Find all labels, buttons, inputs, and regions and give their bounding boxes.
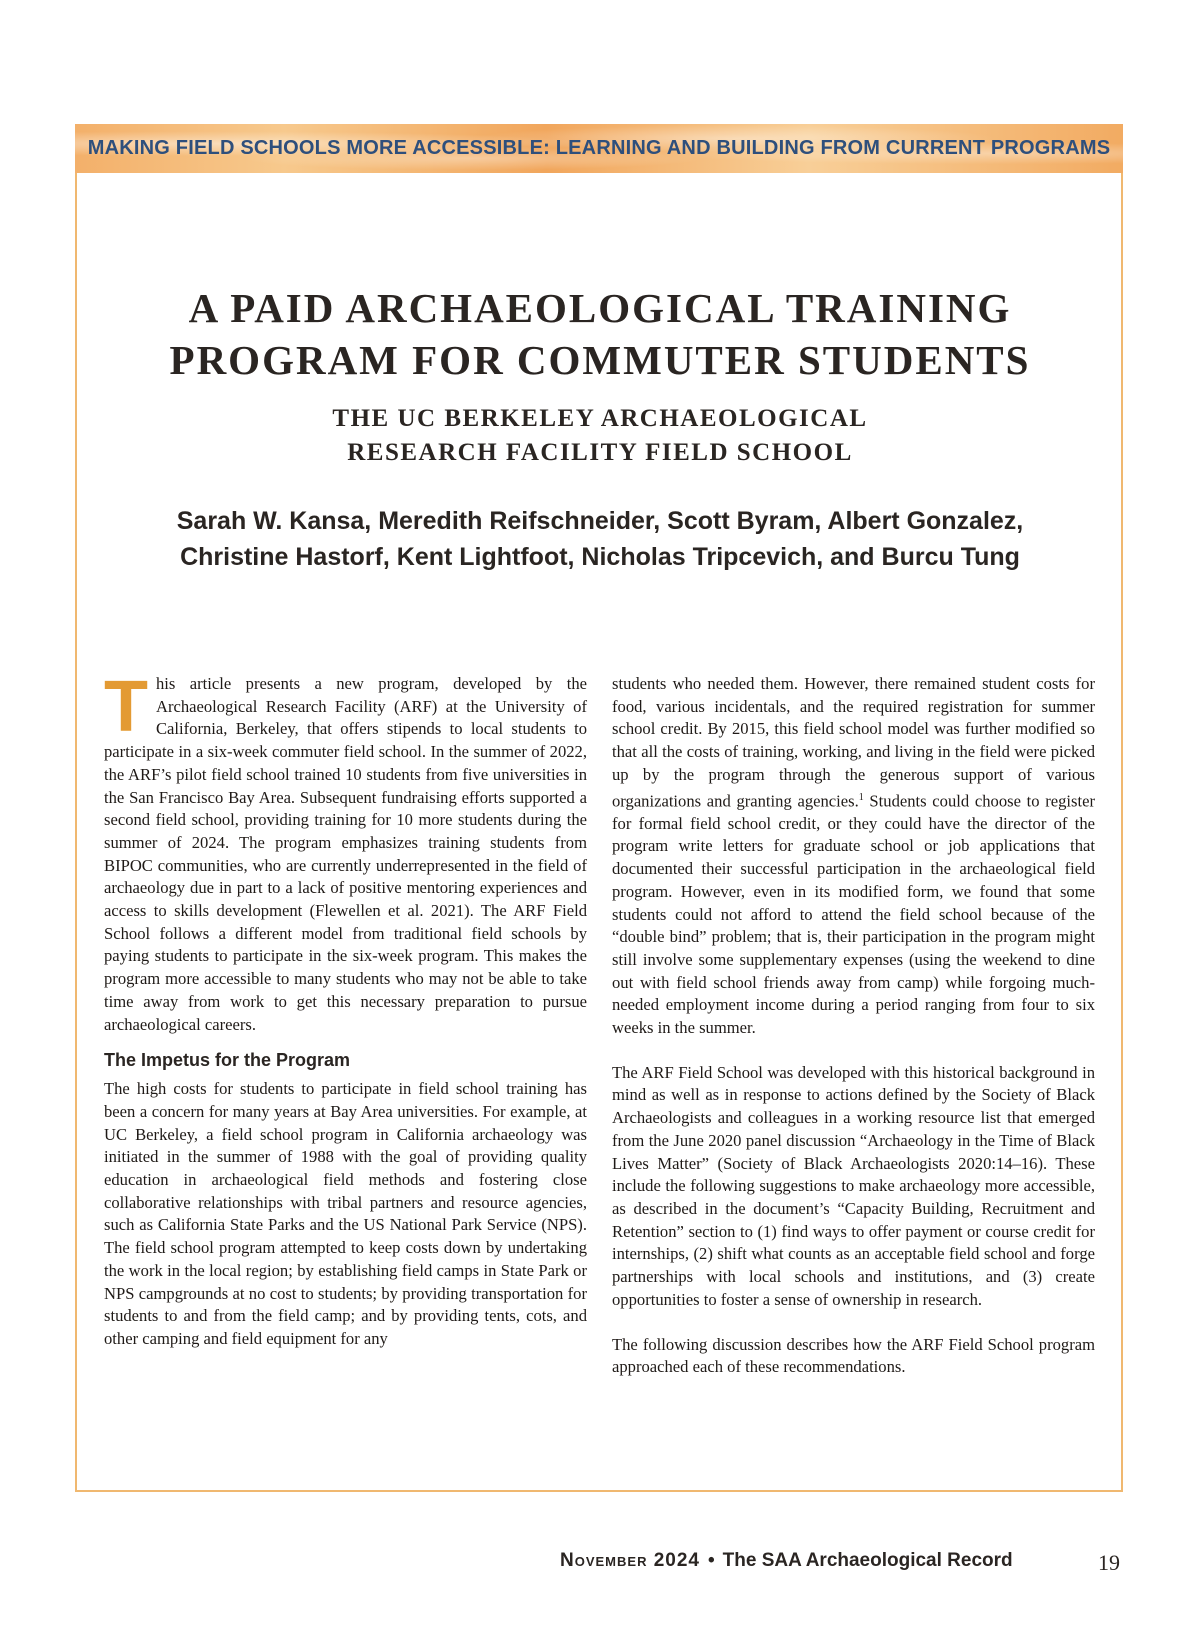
subtitle-line-2: RESEARCH FACILITY FIELD SCHOOL bbox=[347, 439, 853, 466]
section-banner bbox=[75, 124, 1123, 173]
right-paragraph-3: The following discussion describes how the ARF Field School program approached each of these recommendations. bbox=[612, 1334, 1095, 1377]
title-line-1: A PAID ARCHAEOLOGICAL TRAINING bbox=[188, 285, 1012, 331]
right-paragraph-2: The ARF Field School was developed with this historical background in mind as well as in response to actions defined by the Society of Black Archaeologists and colleagues in a working resource list that emerged from the June 2020 panel discussion “Archaeology in the Time of Black Lives Matter” (Society of Black Archaeologists 2020:14–16). These include the following suggestions to make archaeology more accessible, as described in the document’s “Capacity Building, Recruitment and Retention” section to (1) find ways to offer payment or course credit for internships, (2) shift what counts as an acceptable field school and forge partnerships with local schools and institutions, and (3) create opportunities to foster a sense of ownership in research. bbox=[612, 1062, 1095, 1309]
footer-date: November 2024 bbox=[560, 1550, 700, 1571]
article-subtitle bbox=[110, 402, 1090, 470]
footer-bullet: • bbox=[708, 1550, 715, 1571]
footer-publication: The SAA Archaeological Record bbox=[722, 1550, 1013, 1571]
authors-line-1: Sarah W. Kansa, Meredith Reifschneider, Scott Byram, Albert Gonzalez, bbox=[176, 507, 1024, 535]
right-column bbox=[612, 673, 1095, 1379]
author-list bbox=[110, 503, 1090, 575]
left-column bbox=[104, 667, 587, 1351]
right-p1-continued: Students could choose to register for formal field school credit, or they could have the director of the program write letters for graduate school or job applications that documented their successful participation in the archaeological field program. However, even in its modified form, we found that some students could not afford to attend the field school because of the “double bind” problem; that is, their participation in the program might still involve some supplementary expenses (using the weekend to dine out with field school friends away from camp) while forgoing much-needed employment income during a period ranging from four to six weeks in the summer. bbox=[612, 791, 1096, 1038]
impetus-paragraph: The high costs for students to participate in field school training has been a concern for many years at Bay Area universities. For example, at UC Berkeley, a field school program in California archaeology was initiated in the summer of 1988 with the goal of providing quality education in archaeological field methods and fostering close collaborative relationships with tribal partners and resource agencies, such as California State Parks and the US National Park Service (NPS). The field school program attempted to keep costs down by undertaking the work in the local region; by establishing field camps in State Park or NPS campgrounds at no cost to students; by providing transportation for students to and from the field camp; and by providing tents, cots, and other camping and field equipment for any bbox=[104, 1079, 587, 1348]
section-heading: The Impetus for the Program bbox=[104, 1050, 351, 1071]
page-number: 19 bbox=[1098, 1550, 1120, 1575]
intro-paragraph bbox=[104, 667, 587, 1036]
article-title bbox=[110, 282, 1090, 386]
banner-text: MAKING FIELD SCHOOLS MORE ACCESSIBLE: LEARNING AND BUILDING FROM CURRENT PROGRAMS bbox=[87, 137, 1111, 159]
title-line-2: PROGRAM FOR COMMUTER STUDENTS bbox=[169, 337, 1031, 383]
drop-cap: T bbox=[104, 667, 148, 747]
page-footer bbox=[560, 1550, 1120, 1575]
subtitle-line-1: THE UC BERKELEY ARCHAEOLOGICAL bbox=[332, 405, 868, 432]
authors-line-2: Christine Hastorf, Kent Lightfoot, Nicholas Tripcevich, and Burcu Tung bbox=[180, 543, 1020, 571]
intro-text: his article presents a new program, developed by the Archaeological Research Facility (ARF) at the University of California, Berkeley, that offers stipends to local students to participate in a six-week commuter field school. In the summer of 2022, the ARF’s pilot field school trained 10 students from five universities in the San Francisco Bay Area. Subsequent fundraising efforts supported a second field school, providing training for 10 more students during the summer of 2024. The program emphasizes training students from BIPOC communities, who are currently underrepresented in the field of archaeology due in part to a lack of positive mentoring experiences and access to skills development (Flewellen et al. 2021). The ARF Field School follows a different model from traditional field schools by paying students to participate in the six-week program. This makes the program more accessible to many students who may not be able to take time away from work to get this necessary preparation to pursue archaeological careers. bbox=[104, 674, 587, 1034]
right-paragraph-1 bbox=[612, 673, 1095, 1040]
right-p1-text: students who needed them. However, there remained student costs for food, various incidentals, and the required registration for summer school credit. By 2015, this field school model was further modified so that all the costs of training, working, and living in the field were picked up by the program through the generous support of various organizations and granting agencies. bbox=[612, 674, 1095, 811]
footnote-marker[interactable]: 1 bbox=[858, 791, 864, 803]
